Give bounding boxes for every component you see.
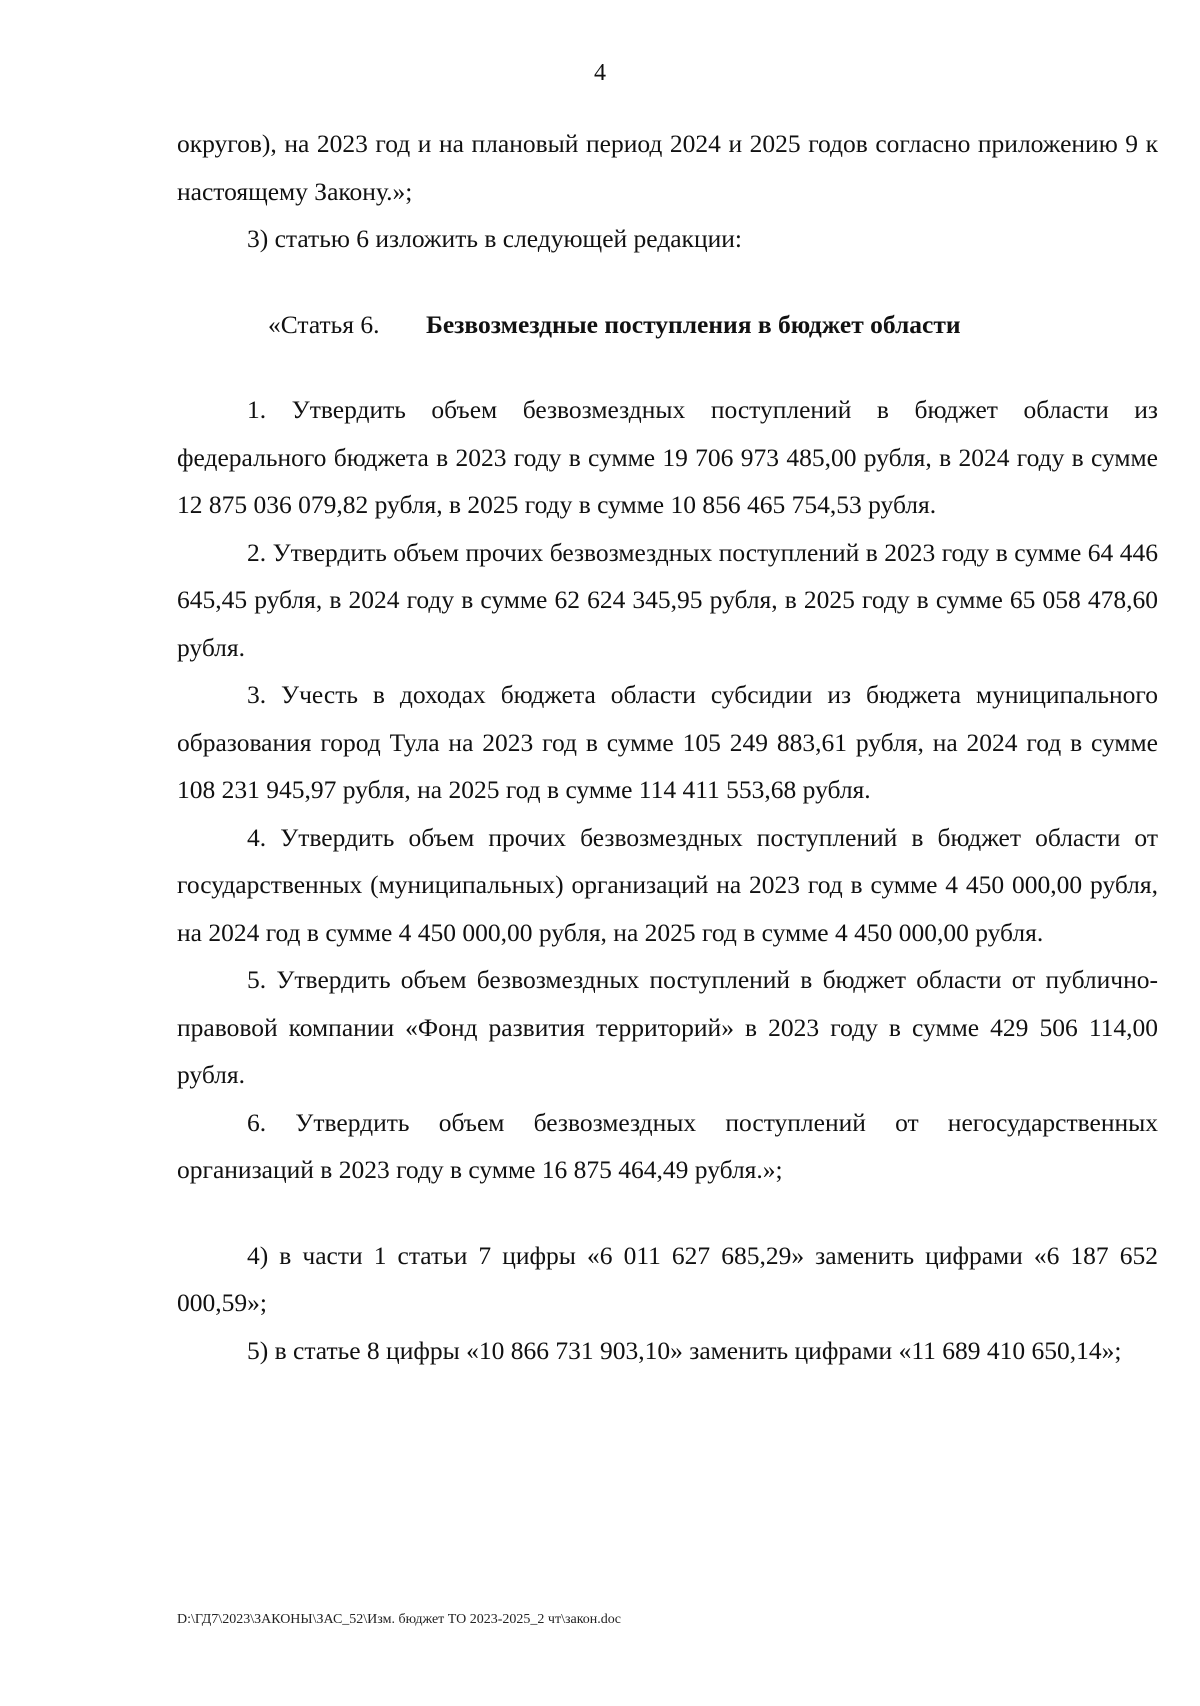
clause-2: 2. Утвердить объем прочих безвозмездных поступлений в 2023 году в сумме 64 446 645,45 рубля, в 2024 году в сумме 62 624 345,95 рубля, в 2025 году в сумме 65 058 478,60 рубля. [177,537,1158,662]
spacer [177,263,1158,301]
clause-3: 3. Учесть в доходах бюджета области субсидии из бюджета муниципального образования город Тула на 2023 год в сумме 105 249 883,61 рубля, на 2024 год в сумме 108 231 945,97 рубля, на 2025 год в сумме 114 411 553,68 рубля. [177,680,1158,804]
article-number: «Статья 6. [268,309,380,339]
article-heading [177,301,1158,349]
amendment-item-3: 3) статью 6 изложить в следующей редакции: [247,224,742,253]
spacer [177,348,1158,386]
spacer [177,1194,1158,1232]
footer-file-path: D:\ГД7\2023\ЗАКОНЫ\ЗАС_52\Изм. бюджет ТО 2023-2025_2 чт\закон.doc [177,1612,622,1627]
clause-1: 1. Утвердить объем безвозмездных поступлений в бюджет области из федерального бюджета в 2023 году в сумме 19 706 973 485,00 рубля, в 2024 году в сумме 12 875 036 079,82 рубля, в 2025 году в сумме 10 856 465 754,53 рубля. [177,395,1158,519]
page-number: 4 [594,60,606,86]
amendment-item-4: 4) в части 1 статьи 7 цифры «6 011 627 685,29» заменить цифрами «6 187 652 000,59»; [177,1240,1158,1317]
clause-6: 6. Утвердить объем безвозмездных поступлений от негосударственных организаций в 2023 году в сумме 16 875 464,49 рубля.»; [177,1107,1158,1184]
amendment-item-5: 5) в статье 8 цифры «10 866 731 903,10» заменить цифрами «11 689 410 650,14»; [247,1335,1122,1365]
intro-continuation: округов), на 2023 год и на плановый период 2024 и 2025 годов согласно приложению 9 к настоящему Закону.»; [177,129,1158,206]
article-title: Безвозмездные поступления в бюджет области [426,309,961,339]
document-body [177,120,1158,1374]
clause-5: 5. Утвердить объем безвозмездных поступлений в бюджет области от публично-правовой компании «Фонд развития территорий» в 2023 году в сумме 429 506 114,00 рубля. [177,965,1158,1089]
clause-4: 4. Утвердить объем прочих безвозмездных поступлений в бюджет области от государственных (муниципальных) организаций на 2023 год в сумме 4 450 000,00 рубля, на 2024 год в сумме 4 450 000,00 рубля, на 2025 год в сумме 4 450 000,00 рубля. [177,822,1158,947]
